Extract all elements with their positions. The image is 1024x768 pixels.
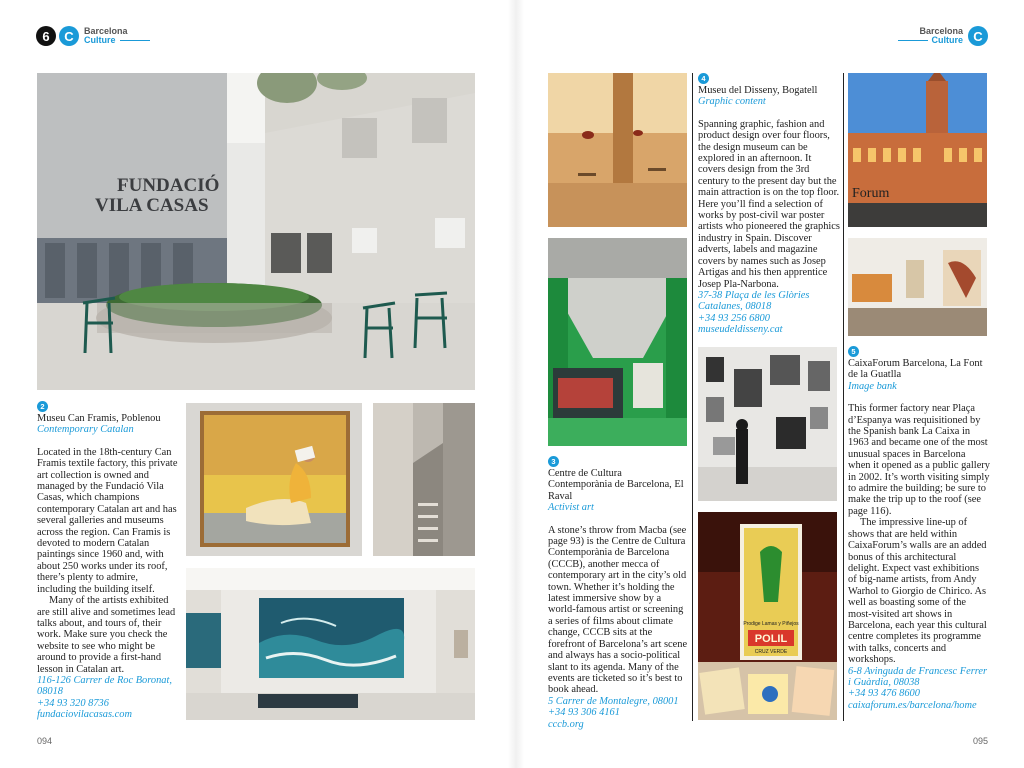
section-letter-badge: C bbox=[59, 26, 79, 46]
venue-tagline: Contemporary Catalan bbox=[37, 424, 134, 436]
venue-body-paragraph: This former factory near Plaça d’Espanya was requisitioned by the Spanish bank La Caixa in 1963 and became one of the most unusual spaces in Barcelona when it opened as a public gallery in 2002. It’s worth visiting simply to admire the building; be sure to make the trip up to the roof (see page 116). bbox=[848, 403, 990, 517]
venue-body-paragraph: Spanning graphic, fashion and product design over four floors, the design museum can be explored in an afternoon. It covers design from the 3rd century to the present day but the main attraction is on the top floor. Here you’ll find a selection of works by post-civil war poster artists who pioneered the graphics industry in Spain. Discover adverts, labels and magazine covers by names such as Josep Artigas and his then apprentice Josep Pla-Narbona. bbox=[698, 118, 840, 290]
section-letter-badge: C bbox=[968, 26, 988, 46]
photo-can-framis-painting bbox=[186, 403, 362, 556]
hero-photo-fundacio-vila-casas bbox=[37, 73, 475, 390]
venue-number-badge: 2 bbox=[37, 401, 48, 412]
venue-tagline: Activist art bbox=[548, 502, 594, 514]
venue-name: CaixaForum Barcelona, La Font de la Guatlla bbox=[848, 358, 983, 381]
photo-poster-exhibition bbox=[698, 512, 837, 720]
venue-phone: +34 93 476 8600 bbox=[848, 688, 920, 700]
header-city: Barcelona bbox=[919, 26, 963, 36]
photo-design-museum-interior bbox=[548, 73, 687, 227]
venue-number-badge: 4 bbox=[698, 73, 709, 84]
venue-address: 5 Carrer de Montalegre, 08001 bbox=[548, 695, 679, 707]
page-number-left: 094 bbox=[37, 736, 53, 746]
photo-caixaforum-gallery bbox=[848, 238, 987, 336]
venue-museu-del-disseny bbox=[698, 73, 840, 336]
photo-gallery-seascape bbox=[186, 568, 475, 720]
venue-body-paragraph: The impressive line-up of shows that are held within CaixaForum’s walls are an added bonus of this architectural delight. Expect vast exhibitions of big-name artists, from Andy Warhol to Giorgio de Chirico. As well as boasting some of the most-visited art shows in Barcelona, each year this cultural centre completes its programme with talks, concerts and workshops. bbox=[848, 517, 987, 666]
header-section: Culture bbox=[84, 35, 116, 45]
sign-line-2: VILA CASAS bbox=[95, 195, 209, 216]
venue-caixaforum bbox=[848, 346, 990, 711]
header-rule bbox=[898, 40, 928, 41]
venue-address: 116-126 Carrer de Roc Boronat, 08018 bbox=[37, 674, 172, 698]
venue-phone: +34 93 256 6800 bbox=[698, 312, 770, 324]
venue-name: Centre de Cultura Contemporània de Barcelona, El Raval bbox=[548, 468, 684, 502]
sign-line-1: FUNDACIÓ bbox=[117, 175, 220, 196]
venue-body-paragraph: Located in the 18th-century Can Framis textile factory, this private art collection is owned and managed by the Fundació Vila Casas, which champions contemporary Catalan art and has several galleries and museums across the region. Can Framis is devoted to modern Catalan paintings since 1960 and, with about 250 works under its roof, there’s plenty to admire, including the building itself. bbox=[37, 446, 178, 595]
venue-phone: +34 93 320 8736 bbox=[37, 697, 109, 709]
venue-body-paragraph: Many of the artists exhibited are still alive and sometimes lead talks about, and tours of, their work. Make sure you check the website to see who might be around to provide a first-hand lesson in Catalan art. bbox=[37, 595, 176, 675]
venue-phone: +34 93 306 4161 bbox=[548, 707, 620, 719]
photo-cccb-green-gallery bbox=[548, 238, 687, 446]
venue-body-paragraph: A stone’s throw from Macba (see page 93) is the Centre de Cultura Contemporània de Barcelona (CCCB), another mecca of contemporary art in the city’s old town. Whether it’s holding the latest immersive show by a world-famous artist or screening a series of films about climate change, CCCB sits at the forefront of Barcelona’s art scene and always has a socio-political slant to its agenda. Many of the events are ticketed so it’s best to book ahead. bbox=[548, 524, 688, 696]
caixa-sign: Forum bbox=[852, 186, 890, 201]
venue-address: 37-38 Plaça de les Glòries Catalanes, 08018 bbox=[698, 289, 810, 313]
venue-can-framis bbox=[37, 401, 179, 721]
venue-website-link[interactable]: cccb.org bbox=[548, 718, 584, 730]
chapter-number-badge: 6 bbox=[36, 26, 56, 46]
poster-line-1: Prodige Lamas y Piñejos bbox=[743, 621, 799, 627]
poster-brand: POLIL bbox=[754, 633, 788, 645]
header-rule bbox=[120, 40, 150, 41]
venue-tagline: Graphic content bbox=[698, 96, 766, 108]
column-rule bbox=[692, 73, 693, 721]
venue-name: Museu Can Framis, Poblenou bbox=[37, 413, 161, 424]
header-section: Culture bbox=[931, 35, 963, 45]
photo-caixaforum-exterior bbox=[848, 73, 987, 227]
venue-name: Museu del Disseny, Bogatell bbox=[698, 85, 818, 96]
venue-number-badge: 5 bbox=[848, 346, 859, 357]
poster-line-3: CRUZ VERDE bbox=[754, 649, 788, 655]
page-number-right: 095 bbox=[972, 736, 988, 746]
venue-tagline: Image bank bbox=[848, 380, 897, 392]
header-city: Barcelona bbox=[84, 26, 128, 36]
venue-address: 6-8 Avinguda de Francesc Ferrer i Guàrdia, 08038 bbox=[848, 665, 988, 688]
column-rule bbox=[843, 73, 844, 721]
venue-number-badge: 3 bbox=[548, 456, 559, 467]
venue-website-link[interactable]: fundaciovilacasas.com bbox=[37, 709, 132, 721]
venue-website-link[interactable]: caixaforum.es/barcelona/home bbox=[848, 699, 977, 711]
photo-concrete-stairwell bbox=[373, 403, 475, 556]
right-running-header bbox=[898, 26, 989, 46]
left-running-header bbox=[36, 26, 150, 46]
page-gutter bbox=[508, 0, 524, 768]
venue-website-link[interactable]: museudeldisseny.cat bbox=[698, 324, 783, 336]
photo-design-museum-wall-gallery bbox=[698, 347, 837, 501]
venue-cccb bbox=[548, 456, 688, 730]
